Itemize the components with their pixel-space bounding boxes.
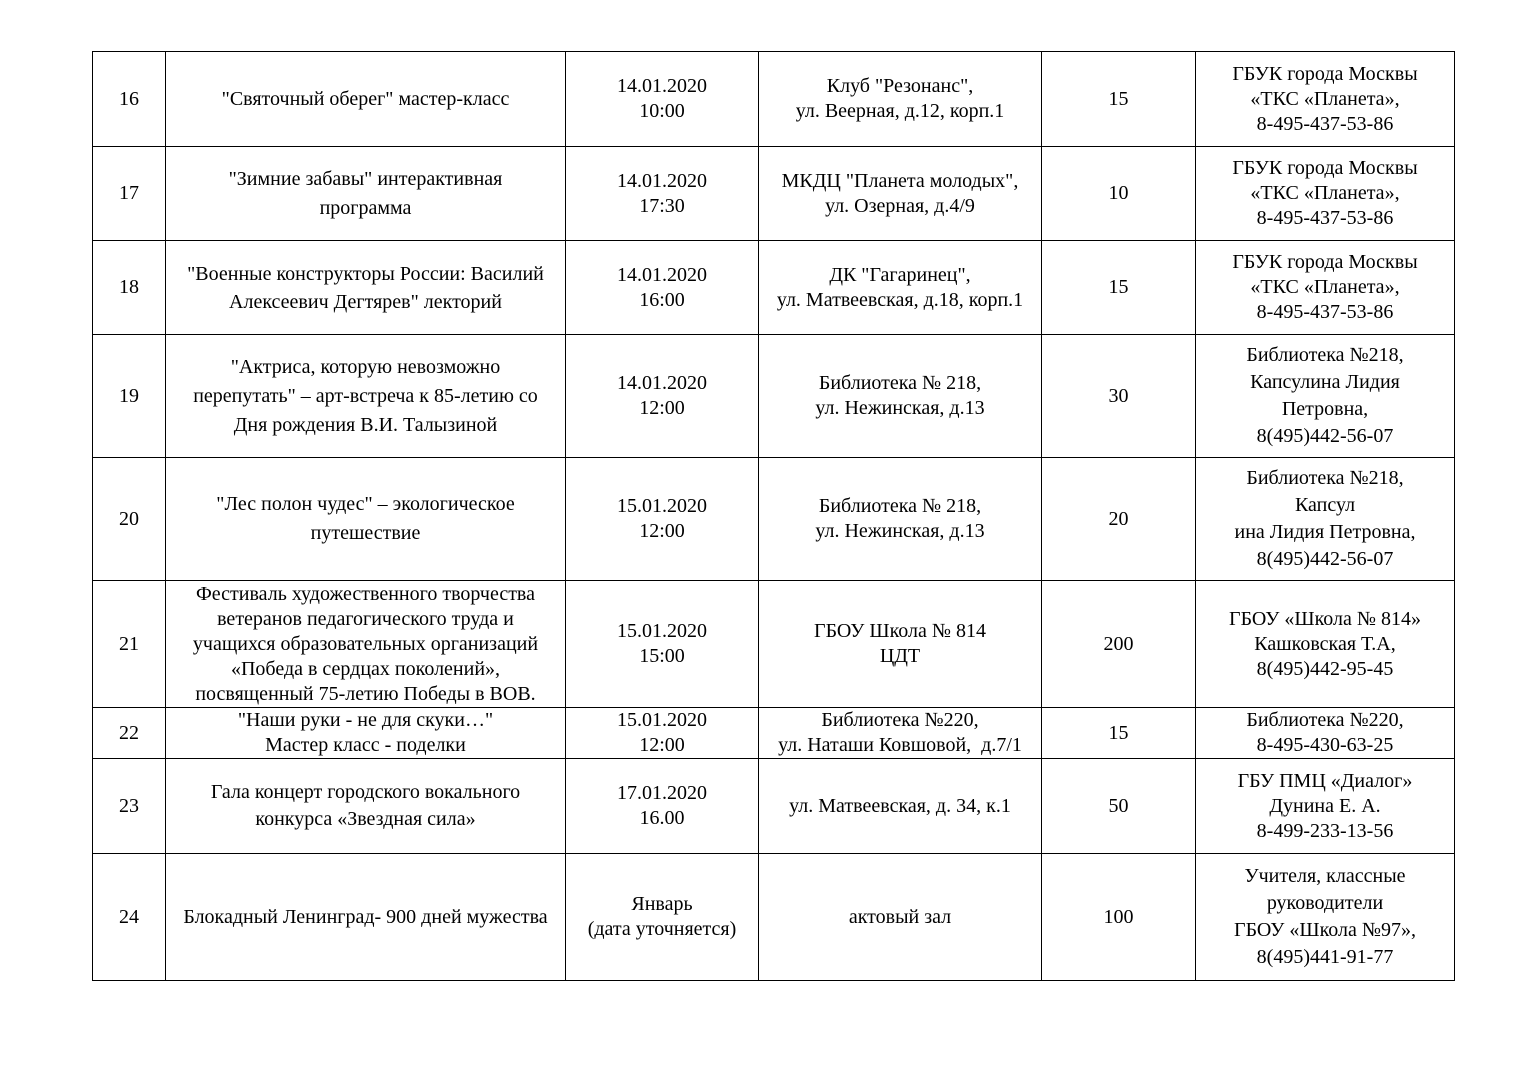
organizer-cell [1196, 759, 1455, 854]
organizer-line: Капсул [1294, 494, 1356, 516]
event-date: Январь [631, 893, 693, 915]
organizer-line: ГБОУ «Школа № 814» [1229, 607, 1421, 630]
event-place-line: ГБОУ Школа № 814 [814, 620, 986, 642]
row-number-cell [93, 335, 166, 458]
event-place-line: ул. Нежинская, д.13 [815, 397, 985, 419]
event-time: 15:00 [639, 645, 685, 667]
event-title-cell [166, 759, 566, 854]
organizer-line: 8(495)442-56-07 [1256, 425, 1394, 447]
row-number-cell [93, 581, 166, 708]
participants-count-cell [1042, 458, 1196, 581]
event-place-line: актовый зал [848, 905, 952, 928]
participants-count: 20 [1108, 507, 1129, 530]
row-number-cell [93, 759, 166, 854]
participants-count: 200 [1103, 632, 1134, 655]
event-title-line: "Наши руки - не для скуки…" [237, 709, 494, 731]
organizer-cell [1196, 708, 1455, 759]
event-title-line: "Святочный оберег" мастер-класс [221, 87, 510, 110]
event-place-line: ул. Озерная, д.4/9 [825, 194, 975, 217]
event-time: 16:00 [639, 288, 685, 311]
event-place-cell [759, 147, 1042, 241]
event-place-cell [759, 335, 1042, 458]
row-number: 19 [119, 384, 139, 407]
row-number: 24 [119, 905, 139, 928]
event-datetime-cell [566, 147, 759, 241]
event-place-cell [759, 52, 1042, 147]
table-row [93, 52, 1455, 147]
table-row [93, 581, 1455, 708]
organizer-line: 8-495-437-53-86 [1256, 301, 1394, 323]
organizer-line: ГБУК города Москвы [1232, 157, 1418, 179]
event-title-line: программа [319, 196, 412, 219]
organizer-line: 8(495)442-95-45 [1256, 657, 1394, 680]
event-place-line: ул. Наташи Ковшовой, д.7/1 [778, 734, 1022, 756]
event-date: 14.01.2020 [617, 372, 707, 394]
table-row [93, 854, 1455, 981]
event-title-cell [166, 708, 566, 759]
event-datetime-cell [566, 708, 759, 759]
participants-count: 50 [1108, 794, 1129, 817]
event-time: 10:00 [639, 100, 685, 122]
organizer-line: Учителя, классные [1244, 865, 1406, 887]
event-title-cell [166, 581, 566, 708]
row-number-cell [93, 854, 166, 981]
organizer-line: 8(495)442-56-07 [1256, 548, 1394, 570]
event-place-line: ДК "Гагаринец", [829, 263, 971, 286]
event-place-cell [759, 854, 1042, 981]
participants-count-cell [1042, 759, 1196, 854]
event-place-line: Библиотека № 218, [818, 372, 982, 394]
participants-count-cell [1042, 241, 1196, 335]
event-datetime-cell [566, 759, 759, 854]
event-datetime-cell [566, 52, 759, 147]
organizer-line: Дунина Е. А. [1269, 794, 1381, 817]
organizer-line: 8-495-430-63-25 [1256, 734, 1394, 756]
event-place-line: Клуб "Резонанс", [826, 75, 974, 97]
event-title-line: Мастер класс - поделки [265, 734, 466, 756]
participants-count: 100 [1103, 905, 1134, 928]
event-date: 15.01.2020 [617, 495, 707, 517]
event-date: 15.01.2020 [617, 709, 707, 731]
table-row [93, 147, 1455, 241]
event-title-line: Дня рождения В.И. Талызиной [233, 413, 498, 436]
organizer-line: Петровна, [1281, 398, 1369, 420]
event-title-line: путешествие [310, 522, 421, 544]
participants-count-cell [1042, 708, 1196, 759]
organizer-cell [1196, 458, 1455, 581]
event-place-cell [759, 759, 1042, 854]
organizer-cell [1196, 52, 1455, 147]
event-place-cell [759, 581, 1042, 708]
event-place-line: МКДЦ "Планета молодых", [781, 169, 1019, 192]
event-place-line: Библиотека №220, [821, 709, 979, 731]
event-place-line: ул. Нежинская, д.13 [815, 520, 985, 542]
organizer-line: Библиотека №218, [1246, 467, 1404, 489]
table-row [93, 759, 1455, 854]
event-title-cell [166, 854, 566, 981]
event-title-line: конкурса «Звездная сила» [255, 808, 476, 830]
event-title-line: Фестиваль художественного творчества [195, 582, 535, 605]
participants-count: 30 [1108, 384, 1129, 407]
participants-count: 10 [1108, 182, 1129, 204]
organizer-line: Капсулина Лидия [1250, 371, 1400, 393]
event-time: 12:00 [639, 734, 685, 756]
participants-count-cell [1042, 581, 1196, 708]
organizer-line: 8-495-437-53-86 [1256, 112, 1394, 135]
event-time: 12:00 [639, 520, 685, 542]
event-date: 14.01.2020 [617, 263, 707, 286]
event-title-line: "Зимние забавы" интерактивная [228, 167, 503, 190]
organizer-line: руководители [1266, 892, 1384, 914]
organizer-cell [1196, 854, 1455, 981]
event-title-cell [166, 147, 566, 241]
event-datetime-cell [566, 335, 759, 458]
event-title-cell [166, 52, 566, 147]
event-datetime-cell [566, 581, 759, 708]
event-title-line: посвященный 75-летию Победы в ВОВ. [195, 682, 536, 705]
table-row [93, 708, 1455, 759]
organizer-line: «ТКС «Планета», [1250, 276, 1400, 298]
event-place-line: ул. Веерная, д.12, корп.1 [795, 100, 1005, 122]
organizer-line: 8-499-233-13-56 [1256, 819, 1394, 842]
event-title-line: "Лес полон чудес" – экологическое [216, 493, 515, 515]
participants-count-cell [1042, 147, 1196, 241]
participants-count: 15 [1108, 276, 1129, 298]
event-datetime-cell [566, 241, 759, 335]
event-title-line: Блокадный Ленинград- 900 дней мужества [183, 905, 548, 928]
participants-count: 15 [1108, 721, 1129, 744]
event-title-cell [166, 458, 566, 581]
event-date: 15.01.2020 [617, 620, 707, 642]
row-number-cell [93, 458, 166, 581]
row-number-cell [93, 708, 166, 759]
event-place-cell [759, 458, 1042, 581]
event-title-line: учащихся образовательных организаций [192, 632, 539, 655]
row-number: 17 [119, 182, 139, 204]
table-row [93, 335, 1455, 458]
participants-count: 15 [1108, 87, 1129, 110]
event-title-line: Алексеевич Дегтярев" лекторий [229, 290, 502, 313]
event-title-line: «Победа в сердцах поколений», [230, 657, 501, 680]
event-title-line: Гала концерт городского вокального [210, 781, 521, 803]
row-number-cell [93, 147, 166, 241]
organizer-cell [1196, 335, 1455, 458]
event-title-line: "Актриса, которую невозможно [230, 355, 501, 378]
organizer-line: «ТКС «Планета», [1250, 182, 1400, 204]
row-number: 16 [119, 87, 139, 110]
organizer-line: ГБУ ПМЦ «Диалог» [1237, 769, 1413, 792]
event-title-cell [166, 241, 566, 335]
participants-count-cell [1042, 335, 1196, 458]
event-date: 17.01.2020 [617, 782, 707, 804]
row-number: 21 [119, 632, 139, 655]
event-title-line: ветеранов педагогического труда и [217, 607, 514, 630]
event-time: 17:30 [639, 194, 685, 217]
row-number-cell [93, 52, 166, 147]
participants-count-cell [1042, 854, 1196, 981]
event-time: (дата уточняется) [587, 918, 737, 940]
event-title-line: "Военные конструкторы России: Василий [187, 262, 544, 285]
organizer-cell [1196, 147, 1455, 241]
row-number: 23 [119, 794, 139, 817]
organizer-line: 8(495)441-91-77 [1256, 946, 1394, 968]
row-number: 20 [119, 507, 139, 530]
event-title-line: перепутать" – арт-встреча к 85-летию со [193, 384, 538, 407]
events-table-body [93, 52, 1455, 981]
event-place-line: ул. Матвеевская, д. 34, к.1 [789, 794, 1011, 817]
event-place-line: ул. Матвеевская, д.18, корп.1 [776, 288, 1024, 311]
organizer-line: ГБУК города Москвы [1232, 251, 1418, 273]
organizer-line: ГБУК города Москвы [1232, 62, 1418, 85]
organizer-line: ина Лидия Петровна, [1234, 521, 1416, 543]
organizer-line: ГБОУ «Школа №97», [1234, 919, 1416, 941]
event-date: 14.01.2020 [617, 169, 707, 192]
table-row [93, 241, 1455, 335]
event-date: 14.01.2020 [617, 75, 707, 97]
event-title-cell [166, 335, 566, 458]
organizer-line: Библиотека №218, [1246, 344, 1404, 366]
organizer-cell [1196, 581, 1455, 708]
organizer-line: 8-495-437-53-86 [1256, 207, 1394, 229]
organizer-line: Библиотека №220, [1246, 709, 1404, 731]
event-place-cell [759, 708, 1042, 759]
event-time: 16.00 [639, 807, 685, 829]
event-place-line: ЦДТ [879, 645, 921, 667]
row-number-cell [93, 241, 166, 335]
event-datetime-cell [566, 458, 759, 581]
event-datetime-cell [566, 854, 759, 981]
organizer-line: Кашковская Т.А, [1254, 632, 1396, 655]
participants-count-cell [1042, 52, 1196, 147]
event-place-cell [759, 241, 1042, 335]
organizer-line: «ТКС «Планета», [1250, 87, 1400, 110]
organizer-cell [1196, 241, 1455, 335]
row-number: 18 [119, 276, 139, 298]
table-row [93, 458, 1455, 581]
event-place-line: Библиотека № 218, [818, 495, 982, 517]
row-number: 22 [119, 721, 139, 744]
events-table [92, 51, 1455, 981]
event-time: 12:00 [639, 397, 685, 419]
